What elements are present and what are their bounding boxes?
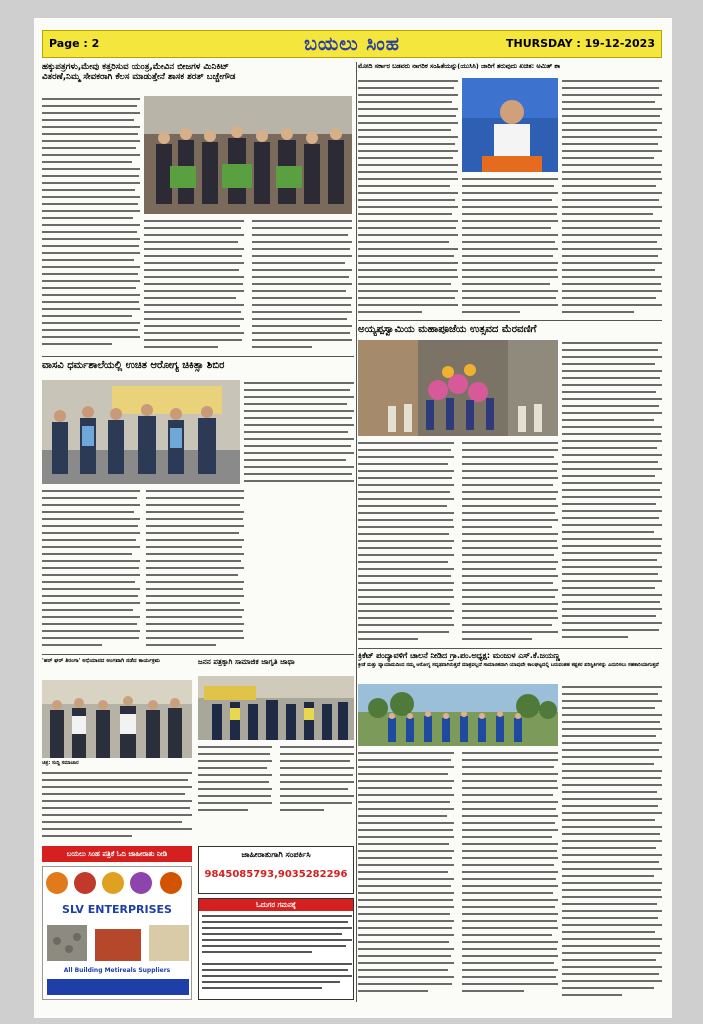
article-4-text xyxy=(358,440,558,644)
slv-name: SLV ENTERPRISES xyxy=(62,903,172,916)
masthead xyxy=(42,30,662,58)
article-1-photo xyxy=(144,96,352,214)
divider xyxy=(358,648,662,649)
deity-images xyxy=(43,869,192,899)
column-separator xyxy=(356,62,357,1002)
slv-enterprises-ad xyxy=(42,866,192,1000)
article-5-photo xyxy=(358,684,558,746)
article-2-col-c xyxy=(562,78,662,316)
article-7-text xyxy=(42,770,192,842)
article-2-col-a xyxy=(358,78,458,316)
article-5-title: ಕ್ರಿಕೆಟ್ ಪಂದ್ಯಾವಳಿಗೆ ಚಾಲನೆ ನೀಡಿದ ಗ್ರಾ.ಪಂ.ಅಧ್ಯಕ್ಷ: ಮಂಜುಳ ಎಸ್.ಕೆ.ಜಯಣ್ಣ xyxy=(358,652,560,660)
address-strip xyxy=(47,979,189,995)
divider xyxy=(358,320,662,321)
photo-caption: ಚಿತ್ರ: ಸುದ್ದಿ ಸಮಾಚಾರ xyxy=(42,760,79,766)
article-1-headline: ಹಕ್ಕುಪತ್ರಗಳು,ಮೇವು ಕತ್ತರಿಸುವ ಯಂತ್ರ,ಮೇವಿನ ಬೀಜಗಳ ಮಿನಿಕಿಟ್ ವಿತರಣೆ,ನಿಮ್ಮ ಸೇವಕರಾಗಿ ಕೆಲಸ ಮಾಡುತ್ತೇನೆ ಶಾಸಕ ಶರತ್ ಬಚ್ಚೇಗೌಡ xyxy=(42,63,236,82)
building-materials-image xyxy=(43,921,192,965)
article-7-photo xyxy=(42,680,192,758)
article-4-side-text xyxy=(562,340,662,644)
article-3-side-text xyxy=(244,380,354,486)
advertise-title: ಜಾಹೀರಾತುಗಾಗಿ ಸಂಪರ್ಕಿಸಿ xyxy=(241,850,311,859)
page-number: Page : 2 xyxy=(49,37,100,50)
divider xyxy=(42,654,354,655)
notice-title: ಓದುಗರ ಗಮನಕ್ಕೆ xyxy=(199,899,353,911)
article-6-text xyxy=(198,744,354,818)
article-1-col-a xyxy=(42,96,140,354)
article-3-photo xyxy=(42,380,240,484)
article-4-photo xyxy=(358,340,558,436)
advertise-phone: 9845085793,9035282296 xyxy=(204,869,348,880)
subscribe-banner xyxy=(42,846,192,862)
article-3-headline: ವಾಸವಿ ಧರ್ಮಶಾಲೆಯಲ್ಲಿ ಉಚಿತ ಆರೋಗ್ಯ ಚಿಕಿತ್ಸಾ ಶಿಬಿರ xyxy=(42,360,225,371)
article-5-headline xyxy=(358,652,662,669)
advertise-contact-ad xyxy=(198,846,354,894)
article-1-col-b xyxy=(144,218,352,354)
article-2-photo xyxy=(462,78,558,172)
newspaper-title: ಬಯಲು ಸಿಂಹ xyxy=(304,33,400,55)
subscribe-banner-text: ಬಯಲು ಸಿಂಹ ಪತ್ರಿಕೆ ಓದಿ ಜಾಹೀರಾತು ನೀಡಿ xyxy=(66,850,168,858)
article-2-headline: ಮೋದಿ ಸರ್ಕಾರ ಬಡವರು ನಾಗರಿಕ ಸಂಹಿತೆಯನ್ನು(ಯುಸಿಸಿ) ಜಾರಿಗೆ ತರುವುದು ಖಚಿತ: ಅಮಿತ್ ಶಾ xyxy=(358,63,561,70)
article-4-headline: ಅಯ್ಯಪ್ಪಸ್ವಾಮಿಯ ಮಹಾಪೂಜೆಯ ಉತ್ಸವದ ಮೆರವಣಿಗೆ xyxy=(358,324,537,335)
article-5-text xyxy=(358,750,558,1002)
article-5-side-text xyxy=(562,684,662,1002)
article-5-subtitle: ಕ್ರೀಡೆ ಮತ್ತು ವ್ಯಾಯಾಮದಿಂದ ನಮ್ಮ ಆರೋಗ್ಯ ಸದೃಢವಾಗಿರುತ್ತದೆ ಮಾತ್ರವಲ್ಲದೆ ಸಾಮಾಜಿಕವಾಗಿ ಯಾವುದೇ ಕಾಲಘಟ್ಟದಲ್ಲಿ ಬರುವಂತಹ ಕಷ್ಟಕರ ಪರಿಸ್ಥಿತಿಗಳನ್ನು ಎದುರಿಸಲು ಸಹಕಾರಿಯಾಗುತ್ತವೆ xyxy=(358,661,659,668)
slv-tagline: All Building Metireals Suppliers xyxy=(63,967,171,974)
article-7-headline: 'ಹರ್ ಘರ್ ತಿರಂಗಾ' ಅಭಿಯಾನದ ಅಂಗವಾಗಿ ನಡೆದ ಕಾರ್ಯಕ್ರಮ xyxy=(42,658,161,664)
readers-notice xyxy=(198,898,354,1000)
notice-text xyxy=(202,913,352,999)
article-3-text xyxy=(42,488,354,652)
issue-date: THURSDAY : 19-12-2023 xyxy=(505,37,655,50)
divider xyxy=(42,356,354,357)
article-6-photo xyxy=(198,676,354,740)
article-2-col-b xyxy=(462,176,558,316)
article-6-headline: ಜನನ ಪತ್ರಕ್ಕಾಗಿ ಸಾಮಾಜಿಕ ಜಾಗೃತಿ ಜಾಥಾ xyxy=(198,658,295,666)
